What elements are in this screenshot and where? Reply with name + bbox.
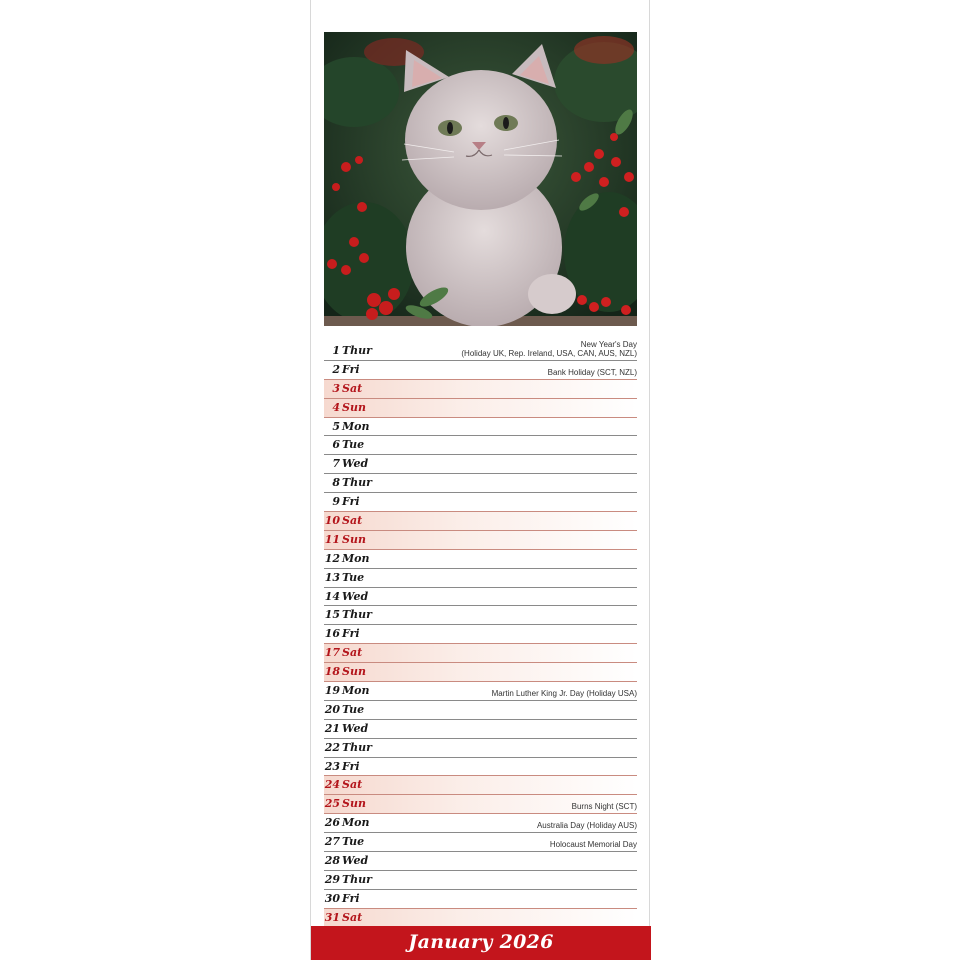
day-row xyxy=(324,418,637,437)
holiday-note xyxy=(461,340,637,358)
day-name: Sat xyxy=(342,778,363,792)
day-row xyxy=(324,569,637,588)
day-row xyxy=(324,644,637,663)
holiday-note-line: Burns Night (SCT) xyxy=(571,802,637,812)
day-row xyxy=(324,606,637,625)
day-name: Mon xyxy=(342,816,370,830)
day-number: 6 xyxy=(332,438,340,452)
day-row xyxy=(324,380,637,399)
day-row xyxy=(324,625,637,644)
holiday-note xyxy=(492,689,637,698)
month-title: January 2026 xyxy=(408,931,554,953)
day-row xyxy=(324,550,637,569)
day-name: Fri xyxy=(342,627,360,641)
day-number: 7 xyxy=(332,457,340,471)
cat-photo xyxy=(324,32,637,326)
day-number: 11 xyxy=(324,532,340,546)
day-name: Sat xyxy=(342,381,363,395)
day-name: Sun xyxy=(342,532,366,546)
day-row xyxy=(324,890,637,909)
day-row xyxy=(324,361,637,380)
holiday-note-line: Bank Holiday (SCT, NZL) xyxy=(547,367,637,377)
day-name: Fri xyxy=(342,362,360,376)
day-number: 22 xyxy=(324,740,340,754)
holiday-note xyxy=(548,368,637,377)
day-number: 17 xyxy=(324,646,340,660)
day-row xyxy=(324,909,637,928)
day-row xyxy=(324,758,637,777)
day-name: Wed xyxy=(342,589,369,603)
day-row xyxy=(324,776,637,795)
day-row xyxy=(324,455,637,474)
day-number: 10 xyxy=(324,514,340,528)
day-row xyxy=(324,720,637,739)
day-number: 5 xyxy=(332,419,340,433)
day-number: 18 xyxy=(324,665,340,679)
day-name: Sat xyxy=(342,514,363,528)
day-number: 15 xyxy=(324,608,340,622)
day-name: Fri xyxy=(342,759,360,773)
calendar-sheet xyxy=(310,0,650,960)
day-list xyxy=(324,339,637,928)
day-number: 25 xyxy=(324,797,340,811)
day-name: Mon xyxy=(342,419,370,433)
holiday-note-line: Martin Luther King Jr. Day (Holiday USA) xyxy=(491,688,637,698)
day-name: Wed xyxy=(342,721,369,735)
holiday-note-line: Holocaust Memorial Day xyxy=(549,840,637,850)
day-name: Thur xyxy=(342,476,372,490)
day-row xyxy=(324,795,637,814)
day-number: 31 xyxy=(324,910,340,924)
day-name: Wed xyxy=(342,457,369,471)
day-number: 26 xyxy=(324,816,340,830)
day-number: 9 xyxy=(332,495,340,509)
holiday-note xyxy=(537,821,637,830)
day-name: Thur xyxy=(342,872,372,886)
day-row xyxy=(324,588,637,607)
day-name: Mon xyxy=(342,684,370,698)
day-row xyxy=(324,701,637,720)
day-name: Sun xyxy=(342,665,366,679)
holiday-note-detail: (Holiday UK, Rep. Ireland, USA, CAN, AUS, NZL) xyxy=(461,348,637,358)
day-number: 1 xyxy=(332,344,340,357)
day-row xyxy=(324,739,637,758)
cat-photo-illustration xyxy=(324,32,637,326)
day-name: Mon xyxy=(342,551,370,565)
day-row xyxy=(324,436,637,455)
day-number: 21 xyxy=(324,721,340,735)
day-number: 29 xyxy=(324,872,340,886)
day-number: 14 xyxy=(324,589,340,603)
day-number: 3 xyxy=(332,381,340,395)
day-number: 30 xyxy=(324,891,340,905)
day-number: 4 xyxy=(332,400,340,414)
holiday-note-line: New Year's Day xyxy=(580,339,637,349)
day-number: 20 xyxy=(324,702,340,716)
day-number: 16 xyxy=(324,627,340,641)
day-row xyxy=(324,833,637,852)
day-number: 19 xyxy=(324,684,340,698)
holiday-note-line: Australia Day (Holiday AUS) xyxy=(536,821,637,831)
day-row xyxy=(324,512,637,531)
day-name: Fri xyxy=(342,891,360,905)
day-row xyxy=(324,339,637,361)
day-number: 28 xyxy=(324,854,340,868)
day-name: Thur xyxy=(342,344,372,357)
day-name: Thur xyxy=(342,740,372,754)
day-number: 24 xyxy=(324,778,340,792)
day-number: 2 xyxy=(332,362,340,376)
day-row xyxy=(324,474,637,493)
day-row xyxy=(324,814,637,833)
day-row xyxy=(324,531,637,550)
day-number: 27 xyxy=(324,835,340,849)
month-footer xyxy=(311,926,651,960)
day-name: Tue xyxy=(342,702,365,716)
day-row xyxy=(324,493,637,512)
day-name: Sun xyxy=(342,797,366,811)
day-number: 12 xyxy=(324,551,340,565)
day-name: Sun xyxy=(342,400,366,414)
day-number: 8 xyxy=(332,476,340,490)
day-name: Sat xyxy=(342,910,363,924)
day-name: Fri xyxy=(342,495,360,509)
day-row xyxy=(324,871,637,890)
day-name: Tue xyxy=(342,438,365,452)
holiday-note xyxy=(550,840,637,849)
day-name: Tue xyxy=(342,835,365,849)
day-number: 13 xyxy=(324,570,340,584)
day-number: 23 xyxy=(324,759,340,773)
day-row xyxy=(324,852,637,871)
day-name: Tue xyxy=(342,570,365,584)
day-name: Thur xyxy=(342,608,372,622)
day-row xyxy=(324,399,637,418)
day-row xyxy=(324,682,637,701)
day-row xyxy=(324,663,637,682)
day-name: Sat xyxy=(342,646,363,660)
holiday-note xyxy=(572,802,637,811)
day-name: Wed xyxy=(342,854,369,868)
